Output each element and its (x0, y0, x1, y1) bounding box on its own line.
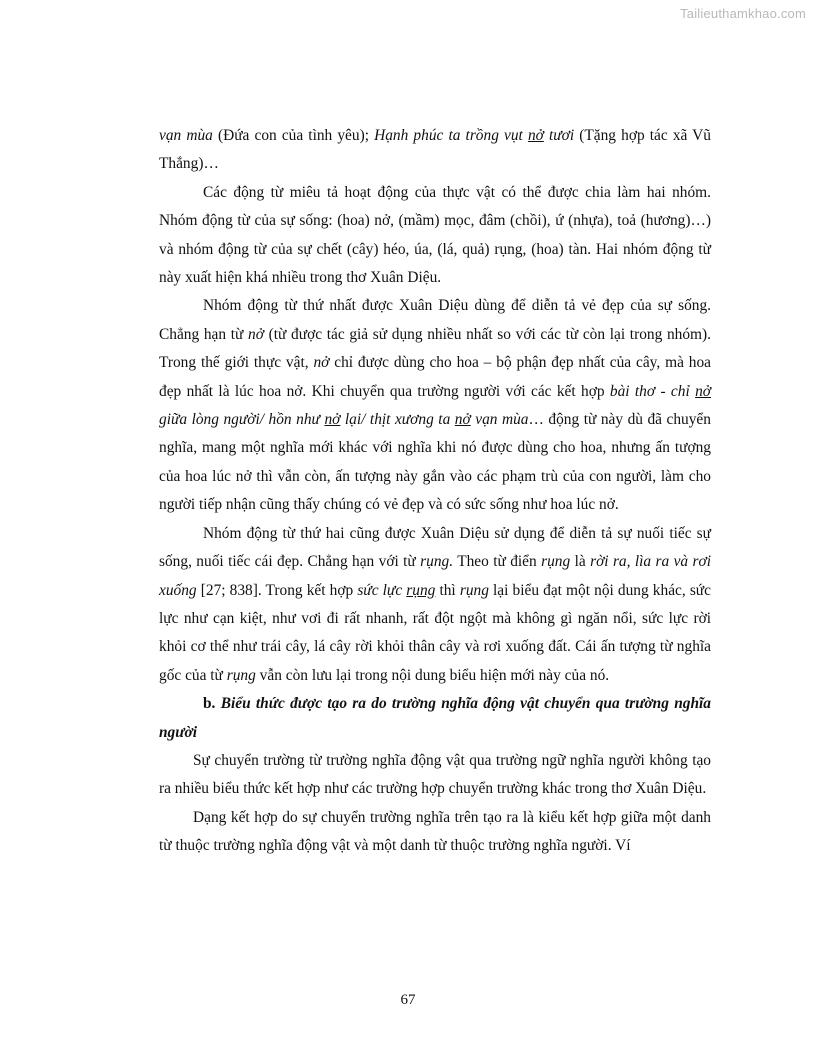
paragraph-4: Nhóm động từ thứ hai cũng được Xuân Diệu sử dụng để diễn tả sự nuối tiếc sự sống, nuối tiếc cái đẹp. Chẳng hạn với từ rụng. Theo từ điển rụng là rời ra, lìa ra và rơi xuống [27; 838]. Trong kết hợp sức lực rụng thì rụng lại biểu đạt một nội dung khác, sức lực như cạn kiệt, như vơi đi rất nhanh, rất đột ngột mà không gì ngăn nổi, sức lực rời khỏi cơ thể như trái cây, lá cây rời khỏi thân cây và rơi xuống đất. Cái ấn tượng từ nghĩa gốc của từ rụng vẫn còn lưu lại trong nội dung biểu hiện mới này của nó. (159, 524, 711, 684)
paragraph-3: Nhóm động từ thứ nhất được Xuân Diệu dùng để diễn tả vẻ đẹp của sự sống. Chẳng hạn từ nở (từ được tác giả sử dụng nhiều nhất so với các từ còn lại trong nhóm). Trong thế giới thực vật, nở chỉ được dùng cho hoa – bộ phận đẹp nhất của cây, mà hoa đẹp nhất là lúc hoa nở. Khi chuyển qua trường người với các kết hợp bài thơ - chỉ nở giữa lòng người/ hồn như nở lại/ thịt xương ta nở vạn mùa… động từ này dù đã chuyển nghĩa, mang một nghĩa mới khác với nghĩa khi nó được dùng cho hoa, nhưng ấn tượng của hoa lúc nở thì vẫn còn, ấn tượng này gắn vào các phạm trù của con người, làm cho người tiếp nhận cũng thấy chúng có vẻ đẹp và có sức sống như hoa lúc nở. (159, 297, 711, 514)
p1-e: tươi (543, 127, 575, 144)
watermark: Tailieuthamkhao.com (680, 6, 806, 21)
p1-b: (Đứa con của tình yêu); (212, 127, 375, 144)
page-number: 67 (400, 992, 416, 1008)
heading-mark: b. (203, 695, 216, 713)
paragraph-5: Sự chuyển trường từ trường nghĩa động vật qua trường ngữ nghĩa người không tạo ra nhiều biểu thức kết hợp như các trường hợp chuyển trường khác trong thơ Xuân Diệu. (159, 751, 711, 798)
paragraph-2: Các động từ miêu tả hoạt động của thực vật có thể được chia làm hai nhóm. Nhóm động từ của sự sống: (hoa) nở, (mầm) mọc, đâm (chồi), ứ (nhựa), toả (hương)…) và nhóm động từ của sự chết (cây) héo, úa, (lá, quả) rụng, (hoa) tàn. Hai nhóm động từ này xuất hiện khá nhiều trong thơ Xuân Diệu. (159, 183, 711, 287)
p1-c: Hạnh phúc ta trồng vụt (374, 127, 528, 144)
page-body (159, 122, 711, 861)
paragraph-6: Dạng kết hợp do sự chuyển trường nghĩa trên tạo ra là kiểu kết hợp giữa một danh từ thuộc trường nghĩa động vật và một danh từ thuộc trường nghĩa người. Ví (159, 808, 711, 855)
p1-d: nở (527, 127, 544, 144)
heading-text: Biểu thức được tạo ra do trường nghĩa động vật chuyển qua trường nghĩa người (159, 695, 711, 741)
p1-f: (Tặng hợp tác xã Vũ Thắng)… (159, 127, 711, 173)
section-heading (159, 690, 711, 747)
p1-a: vạn mùa (159, 127, 213, 144)
paragraph-1 (159, 122, 711, 179)
